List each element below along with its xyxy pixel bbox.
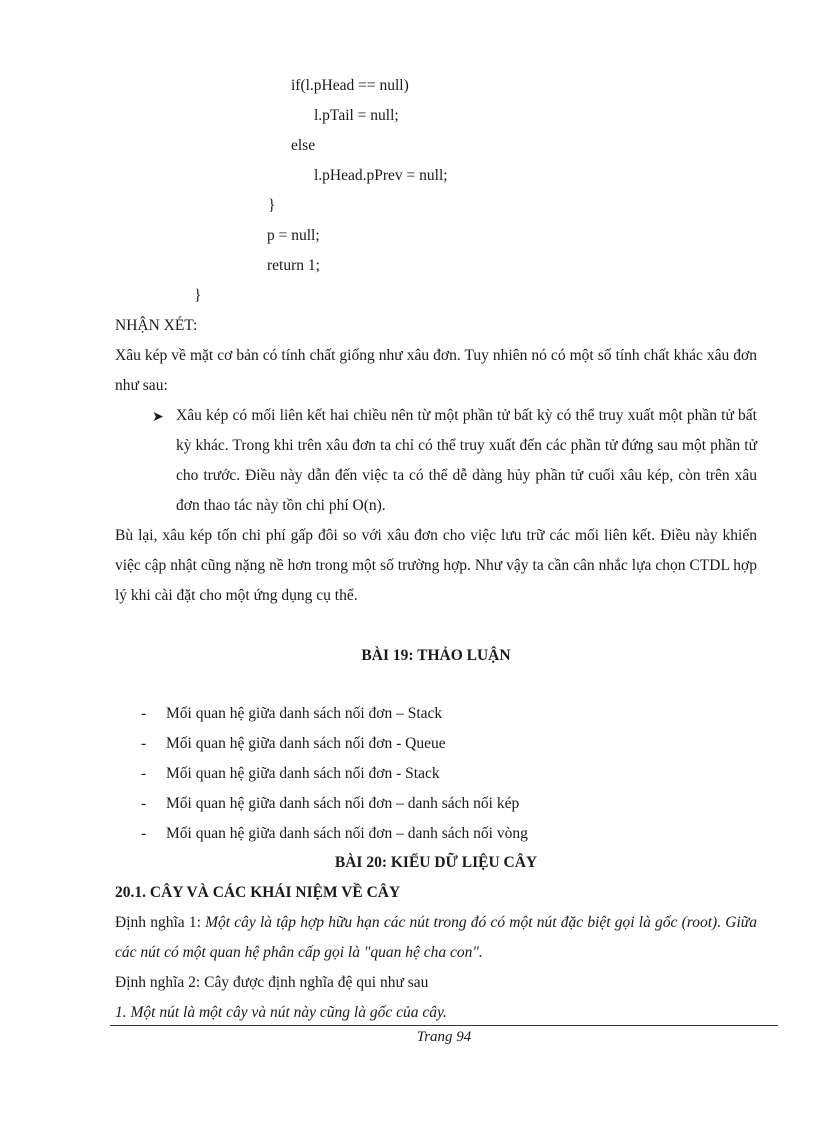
definition-1-text: Một cây là tập hợp hữu hạn các nút trong đó có một nút đặc biệt gọi là gốc (root). Giữa các nút có một quan hệ phân cấp gọi là "quan hệ cha con". — [115, 914, 757, 961]
remark-bullet: Xâu kép có mối liên kết hai chiều nên từ một phần tử bất kỳ có thể truy xuất một phần tử bất kỳ khác. Trong khi trên xâu đơn ta chỉ có thể truy xuất đến các phần tử đứng sau một phần tử cho trước. Điều này dẫn đến việc ta có thể dễ dàng hủy phần tử cuối xâu kép, còn trên xâu đơn thao tác này tồn chi phí O(n). — [176, 407, 757, 514]
code-line-p-null: p = null; — [267, 227, 320, 244]
dash-icon: - — [141, 735, 147, 752]
lesson19-item: Mối quan hệ giữa danh sách nối đơn – danh sách nối vòng — [166, 825, 528, 842]
definition-1-label: Định nghĩa 1: — [115, 914, 201, 931]
lesson19-item: Mối quan hệ giữa danh sách nối đơn - Stack — [166, 765, 440, 782]
code-line-pprev: l.pHead.pPrev = null; — [314, 167, 448, 184]
section-heading: 20.1. CÂY VÀ CÁC KHÁI NIỆM VỀ CÂY — [115, 884, 401, 901]
code-line-close-brace-inner: } — [268, 197, 276, 214]
lesson19-title: BÀI 19: THẢO LUẬN — [361, 647, 511, 664]
dash-icon: - — [141, 825, 147, 842]
code-line-if: if(l.pHead == null) — [291, 77, 409, 94]
definition-2-item-1: 1. Một nút là một cây và nút này cũng là gốc của cây. — [115, 1004, 447, 1021]
lesson19-item: Mối quan hệ giữa danh sách nối đơn – Stack — [166, 705, 443, 722]
code-line-else: else — [291, 137, 316, 154]
dash-icon: - — [141, 705, 147, 722]
footer-divider — [110, 1025, 778, 1026]
code-line-close-brace-outer: } — [194, 287, 202, 304]
definition-2: Định nghĩa 2: Cây được định nghĩa đệ qui như sau — [115, 974, 429, 991]
remark-title: NHẬN XÉT: — [115, 317, 198, 334]
dash-icon: - — [141, 765, 147, 782]
definition-1 — [115, 908, 757, 968]
remark-conclusion: Bù lại, xâu kép tốn chi phí gấp đôi so với xâu đơn cho việc lưu trữ các mối liên kết. Điều này khiến việc cập nhật cũng nặng nề hơn trong một số trường hợp. Như vậy ta cần cân nhắc lựa chọn CTDL hợp lý khi cài đặt cho một ứng dụng cụ thể. — [115, 527, 757, 604]
dash-icon: - — [141, 795, 147, 812]
code-line-ptail: l.pTail = null; — [314, 107, 399, 124]
code-line-return: return 1; — [267, 257, 320, 274]
lesson19-item: Mối quan hệ giữa danh sách nối đơn – danh sách nối kép — [166, 795, 520, 812]
lesson20-title: BÀI 20: KIỂU DỮ LIỆU CÂY — [334, 854, 538, 871]
arrow-bullet-icon: ➤ — [152, 409, 164, 425]
remark-intro: Xâu kép về mặt cơ bản có tính chất giống như xâu đơn. Tuy nhiên nó có một số tính chất khác xâu đơn như sau: — [115, 347, 757, 394]
lesson19-item: Mối quan hệ giữa danh sách nối đơn - Queue — [166, 735, 446, 752]
page-number: Trang 94 — [416, 1029, 472, 1045]
